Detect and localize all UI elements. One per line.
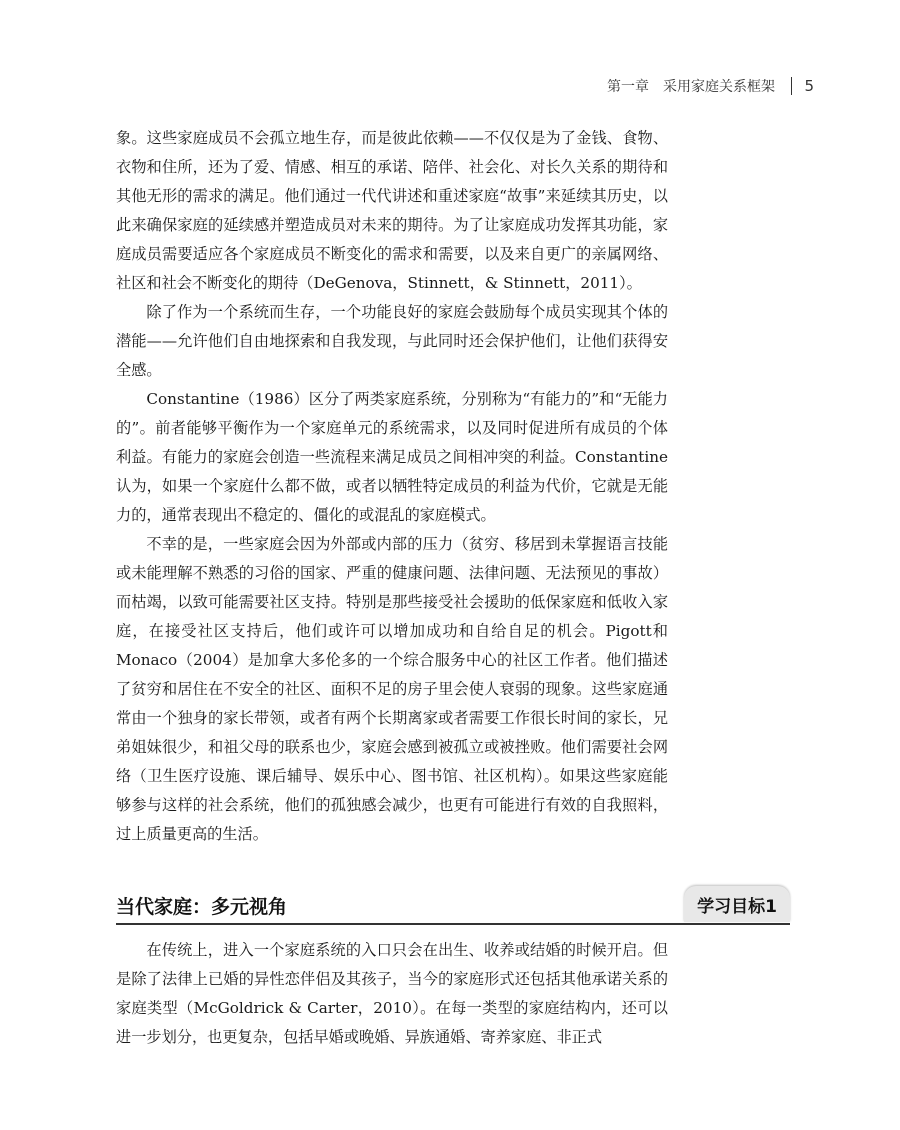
paragraph: Constantine（1986）区分了两类家庭系统，分别称为“有能力的”和“无能力的”。前者能够平衡作为一个家庭单元的系统需求，以及同时促进所有成员的个体利益。有能力的家庭会创造一些流程来满足成员之间相冲突的利益。Constantine认为，如果一个家庭什么都不做，或者以牺牲特定成员的利益为代价，它就是无能力的，通常表现出不稳定的、僵化的或混乱的家庭模式。	[116, 390, 668, 524]
paragraph: 除了作为一个系统而生存，一个功能良好的家庭会鼓励每个成员实现其个体的潜能——允许他们自由地探索和自我发现，与此同时还会保护他们，让他们获得安全感。	[116, 303, 668, 379]
section-body-text	[116, 936, 668, 1052]
learning-objective-tab: 学习目标1	[684, 886, 790, 922]
paragraph: 不幸的是，一些家庭会因为外部或内部的压力（贫穷、移居到未掌握语言技能或未能理解不熟悉的习俗的国家、严重的健康问题、法律问题、无法预见的事故）而枯竭，以致可能需要社区支持。特别是那些接受社会援助的低保家庭和低收入家庭，在接受社区支持后，他们或许可以增加成功和自给自足的机会。Pigott和Monaco（2004）是加拿大多伦多的一个综合服务中心的社区工作者。他们描述了贫穷和居住在不安全的社区、面积不足的房子里会使人衰弱的现象。这些家庭通常由一个独身的家长带领，或者有两个长期离家或者需要工作很长时间的家长，兄弟姐妹很少，和祖父母的联系也少，家庭会感到被孤立或被挫败。他们需要社会网络（卫生医疗设施、课后辅导、娱乐中心、图书馆、社区机构）。如果这些家庭能够参与这样的社会系统，他们的孤独感会减少，也更有可能进行有效的自我照料，过上质量更高的生活。	[116, 535, 668, 843]
page-number: 5	[804, 77, 814, 95]
chapter-title: 第一章 采用家庭关系框架	[606, 79, 775, 95]
section-heading	[116, 886, 790, 926]
paragraph: 象。这些家庭成员不会孤立地生存，而是彼此依赖——不仅仅是为了金钱、食物、衣物和住所，还为了爱、情感、相互的承诺、陪伴、社会化、对长久关系的期待和其他无形的需求的满足。他们通过一代代讲述和重述家庭“故事”来延续其历史，以此来确保家庭的延续感并塑造成员对未来的期待。为了让家庭成功发挥其功能，家庭成员需要适应各个家庭成员不断变化的需求和需要，以及来自更广的亲属网络、社区和社会不断变化的期待（DeGenova，Stinnett，& Stinnett，2011）。	[116, 129, 668, 292]
running-header	[607, 76, 814, 96]
section-title: 当代家庭：多元视角	[116, 896, 288, 918]
heading-rule	[116, 923, 790, 925]
paragraph: 在传统上，进入一个家庭系统的入口只会在出生、收养或结婚的时候开启。但是除了法律上已婚的异性恋伴侣及其孩子，当今的家庭形式还包括其他承诺关系的家庭类型（McGoldrick & Carter，2010）。在每一类型的家庭结构内，还可以进一步划分，也更复杂，包括早婚或晚婚、异族通婚、寄养家庭、非正式	[116, 941, 668, 1046]
body-text	[116, 124, 668, 849]
header-divider	[791, 77, 793, 95]
